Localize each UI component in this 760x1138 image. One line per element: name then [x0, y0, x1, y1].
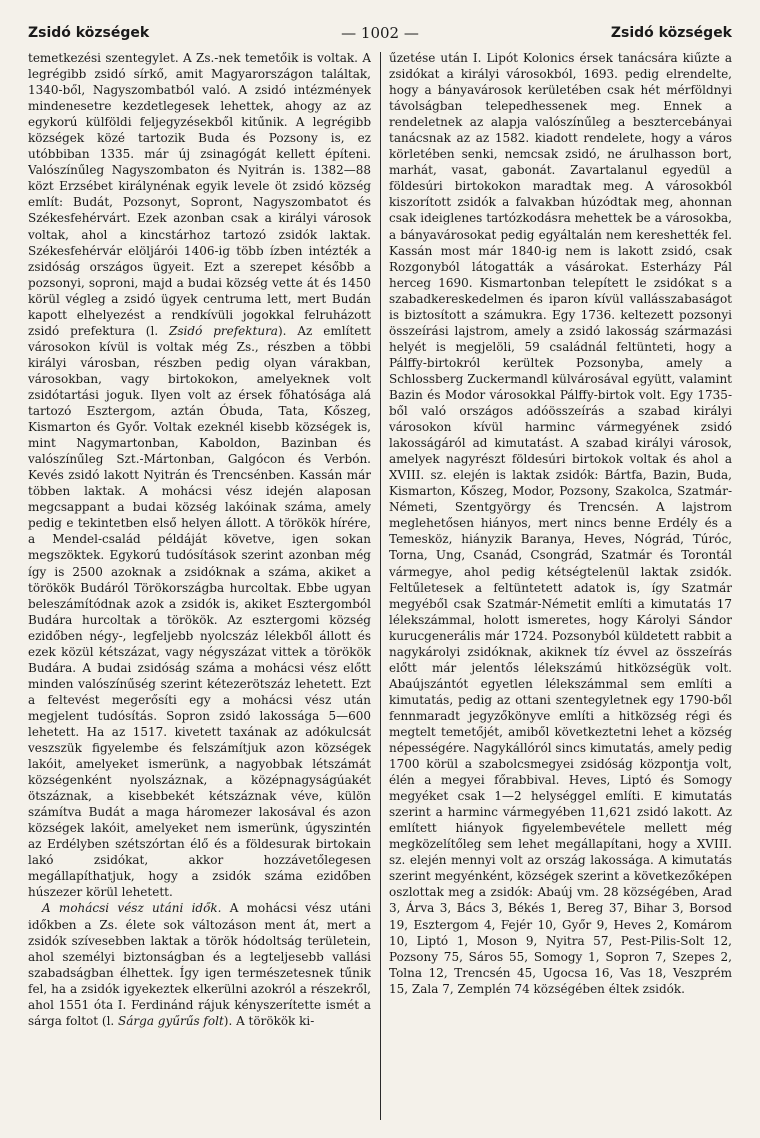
header-left-title: Zsidó községek — [28, 25, 150, 41]
paragraph — [28, 50, 371, 900]
header-right-title: Zsidó községek — [610, 25, 732, 41]
text-columns — [28, 50, 732, 1120]
cross-reference-link[interactable]: Zsidó prefektura — [169, 323, 278, 338]
paragraph-text: A mohácsi vész utáni időkben a Zs. élete sok változáson ment át, mert a zsidók szívesebben laktak a török hódoltság területein, ahol személyi biztonságban és a legteljesebb vallási szabadságban élhettek. Így igen természetesnek tűnik fel, ha a zsidók igyekeztek elkerülni azokról a részekről, ahol 1551 óta I. Ferdinánd rájuk kényszerítette ismét a sárga foltot (l. — [28, 901, 371, 1028]
right-column — [389, 50, 732, 1120]
paragraph-text: ). Az említett városokon kívül is voltak még Zs., részben a többi királyi városban, részben pedig olyan várakban, városokban, vagy birtokokon, amelyeknek volt zsidótartási joguk. Ilyen volt az érsek főhatósága alá tartozó Esztergom, aztán Óbuda, Tata, Kőszeg, Kismarton és Győr. Voltak ezeknél kisebb községek is, mint Nagymartonban, Kaboldon, Bazinban és valószínűleg Szt.-Mártonban, Galgócon és Verbón. Kevés zsidó lakott Nyitrán és Trencsénben. Kassán már többen laktak. A mohácsi vész idején alaposan megcsappant a budai község lakóinak száma, amely pedig e tekintetben első helyen állott. A törökök hírére, a Mendel-család példáját követve, igen sokan megszöktek. Egykorú tudósítások szerint azonban még így is 2500 azoknak a zsidóknak a száma, akiket a törökök Budáról Törökországba hurcoltak. Ebbe ugyan beleszámítódnak azok a zsidók is, akiket Esztergomból Budára hurcoltak a törökök. Az esztergomi község ezidőben négy-, legfeljebb nyolcszáz lélekből állott és ezek közül kétszázat, vagy négyszázat vittek a törökök Budára. A budai zsidóság száma a mohácsi vész előtt minden valószínűség szerint kétezerötszáz lehetett. Ezt a feltevést megerősíti egy a mohácsi vész után megjelent tudósítás. Sopron zsidó lakossága 5—600 lehetett. Ha az 1517. kivetett taxának az adókulcsát veszszük figyelembe és felszámítjuk azon községek lakóit, amelyeket ismerünk, a nagyobbak létszámát községenként nyolszáznak, a középnagyságúakét ötszáznak, a kisebbekét kétszáznak véve, külön számítva Budát a maga háromezer lakosával és azon községek lakóit, amelyeket nem ismerünk, úgyszintén az Erdélyben szétszórtan élő és a földesurak birtokain lakó zsidókat, akkor hozzávetőlegesen megállapíthatjuk, hogy a zsidók száma ezidőben húszezer körül lehetett. — [28, 323, 371, 900]
paragraph — [389, 50, 732, 997]
left-column — [28, 50, 371, 1120]
cross-reference-link[interactable]: Sárga gyűrűs folt — [118, 1013, 224, 1028]
paragraph — [28, 900, 371, 1028]
paragraph-text: űzetése után I. Lipót Kolonics érsek tanácsára kiűzte a zsidókat a királyi városokból, 1693. pedig elrendelte, hogy a bányavárosok kerületében csak hét mérföldnyi távolságban telepedhessenek meg. Ennek a rendeletnek az alapja valószínűleg a besztercebányai tanácsnak az az 1582. kiadott rendelete, hogy a város körletében senki, nemcsak zsidó, ne árulhasson bort, marhát, vasat, gabonát. Zavartalanul egyedül a földesúri birtokokon maradtak meg. A városokból kiszorított zsidók a falvakban húzódtak meg, ahonnan csak ideiglenes tartózkodásra mehettek be a városokba, a bányavárosokat pedig egyáltalán nem kereshették fel. Kassán most már 1840-ig nem is lakott zsidó, csak Rozgonyból látogatták a vásárokat. Esterházy Pál herceg 1690. Kismartonban telepített le zsidókat s a szabadkereskedelmen és iparon kívül vallásszabaságot is biztosított a számukra. Egy 1736. keltezett pozsonyi összeírási lajstrom, amely a zsidó lakosság származási helyét is megjelöli, 59 családnál feltünteti, hogy a Pálffy-birtokról kerültek Pozsonyba, amely a Schlossberg Zuckermandl külvárosával együtt, valamint Bazin és Modor városokkal Pálffy-birtok volt. Egy 1735-ből való országos adóösszeírás a szabad királyi városokon kívül harminc vármegyének zsidó lakosságáról ad kimutatást. A szabad királyi városok, amelyek nagyrészt földesúri birtokok voltak és ahol a XVIII. sz. elején is laktak zsidók: Bártfa, Bazin, Buda, Kismarton, Kőszeg, Modor, Pozsony, Szakolca, Szatmár-Németi, Szentgyörgy és Trencsén. A lajstrom meglehetősen hiányos, mert nincs benne Erdély és a Temesköz, hiányzik Baranya, Heves, Nógrád, Túróc, Torna, Ung, Csanád, Csongrád, Szatmár és Torontál vármegye, ahol pedig kétségtelenül laktak zsidók. Feltűletesek a feltüntetett adatok is, így Szatmár megyéből csak Szatmár-Németit említi a kimutatás 17 lélekszámmal, holott ismeretes, hogy Károlyi Sándor kurucgenerális már 1724. Pozsonyból küldetett rabbit a nagykárolyi zsidóknak, akiknek tíz évvel az összeírás előtt már jelentős lélekszámú hitközségük volt. Abaújszántót egyetlen lélekszámmal sem említi a kimutatás, pedig az ottani szentegyletnek egy 1790-ből fennmaradt jegyzőkönyve említi a hitközség régi és megtelt temetőjét, amiből következtetni lehet a község népességére. Nagykállóról sincs kimutatás, amely pedig 1700 körül a szabolcsmegyei zsidóság központja volt, élén a megyei főrabbival. Heves, Liptó és Somogy megyéket csak 1—2 helységgel említi. E kimutatás szerint a harminc vármegyében 11,621 zsidó lakott. Az említett hiányok figyelembevétele mellett még megközelítőleg sem lehet megállapítani, hogy a XVIII. sz. elején mennyi volt az ország lakossága. A kimutatás szerint megyénként, községek szerint a következőképen oszlottak meg a zsidók: Abaúj vm. 28 községében, Arad 3, Árva 3, Bács 3, Békés 1, Bereg 37, Bihar 3, Borsod 19, Esztergom 4, Fejér 10, Győr 9, Heves 2, Komárom 10, Liptó 1, Moson 9, Nyitra 57, Pest-Pilis-Solt 12, Pozsony 75, Sáros 55, Somogy 1, Sopron 7, Szepes 2, Tolna 12, Trencsén 45, Ugocsa 16, Vas 18, Veszprém 15, Zala 7, Zemplén 74 községében éltek zsidók. — [389, 51, 732, 996]
page-number: — 1002 — — [341, 24, 419, 42]
column-divider — [380, 52, 381, 1120]
running-header — [28, 22, 732, 44]
paragraph-text: ). A törökök ki- — [223, 1013, 315, 1028]
section-heading: A mohácsi vész utáni idők. — [42, 901, 222, 916]
paragraph-text: temetkezési szentegylet. A Zs.-nek temetőik is voltak. A legrégibb zsidó sírkő, amit Magyarországon találtak, 1340-ből, Nagyszombatból való. A zsidó intézmények mindenesetre kezdetlegesek lehettek, ahogy az az egykorú külföldi feljegyzésekből kitűnik. A legrégibb községek közé tartozik Buda és Pozsony is, ez utóbbiban 1335. már új zsinagógát kellett építeni. Valószínűleg Nagyszombaton és Nyitrán is. 1382—88 közt Erzsébet királynénak egyik levele öt zsidó község említ: Budát, Pozsonyt, Sopront, Nagyszombatot és Székesfehérvárt. Ezek azonban csak a királyi városok voltak, ahol a kincstárhoz tartozó zsidók laktak. Székesfehérvár elöljárói 1406-ig több ízben intézték a zsidóság országos ügyeit. Ezt a szerepet később a pozsonyi, soproni, majd a budai község vette át és 1450 körül végleg a zsidó ügyek centruma lett, mert Budán kapott elhelyezést a rendkívüli jogokkal felruházott zsidó prefektura (l. — [28, 51, 371, 338]
